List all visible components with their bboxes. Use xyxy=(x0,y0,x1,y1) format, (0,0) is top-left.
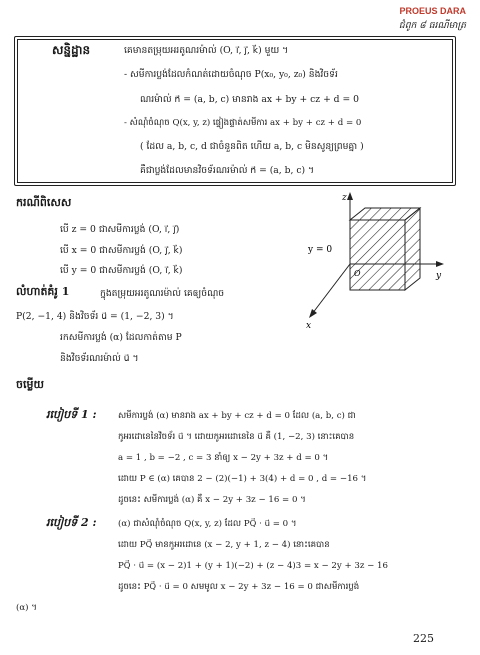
summary-line: - សំណុំចំណុច Q(x, y, z) ផ្ទៀងផ្ទាត់សមីការ ax + by + cz + d = 0 xyxy=(124,118,362,128)
z-axis-arrow xyxy=(347,192,353,200)
method1-line: សមីការប្លង់ (α) មានរាង ax + by + cz + d = 0 ដែល (a, b, c) ជា xyxy=(118,411,356,421)
summary-box-inner xyxy=(17,39,453,183)
special-case-line: បើ z = 0 ជាសមីការប្លង់ (O, i⃗, j⃗) xyxy=(60,224,180,235)
y-axis-arrow xyxy=(436,261,444,267)
page-number: 225 xyxy=(413,632,434,645)
special-case-line: បើ x = 0 ជាសមីការប្លង់ (O, j⃗, k⃗) xyxy=(60,245,183,256)
method1-line: ដូចនេះ សមីការប្លង់ (α) គឺ x − 2y + 3z − 16 = 0 ។ xyxy=(118,495,306,505)
exercise-title: លំហាត់គំរូ 1 xyxy=(16,285,70,298)
method1-label: របៀបទី 1 : xyxy=(46,408,97,421)
x-axis xyxy=(312,264,350,314)
method2-label: របៀបទី 2 : xyxy=(46,516,97,529)
summary-line: គេមានតម្រុយអរតូណរម៉ាល់ (O, i⃗, j⃗, k⃗) មួយ ។ xyxy=(124,45,289,56)
summary-line: ( ដែល a, b, c, d ជាចំនួនពិត ហើយ a, b, c មិនសូន្យព្រមគ្នា ) xyxy=(140,141,364,152)
summary-line: គឺជាប្លង់ដែលមានវិចទ័រណរម៉ាល់ n⃗ = (a, b, c) ។ xyxy=(140,165,315,176)
y-label: y xyxy=(436,271,442,281)
method2-line: PQ⃗ · u⃗ = (x − 2)1 + (y + 1)(−2) + (z − 4)3 = x − 2y + 3z − 16 xyxy=(118,561,388,571)
summary-title: សន្និដ្ឋាន xyxy=(52,43,91,57)
plane-equation-label: y = 0 xyxy=(308,245,333,255)
x-axis-arrow xyxy=(309,309,317,318)
exercise-line: ក្នុងតម្រុយអរតូណរម៉ាល់ គេឲ្យចំណុច xyxy=(100,288,225,299)
chapter-title: ជំពូក ៨ ធរណីមាត្រ xyxy=(398,20,466,31)
x-label: x xyxy=(306,321,312,330)
method2-line: ដូចនេះ PQ⃗ · u⃗ = 0 សមមូល x − 2y + 3z − 16 = 0 ជាសមីការប្លង់ xyxy=(118,582,360,592)
origin-label: O xyxy=(354,269,361,278)
method1-line: a = 1 , b = −2 , c = 3 នាំឲ្យ x − 2y + 3z + d = 0 ។ xyxy=(118,453,329,463)
plane-face xyxy=(350,220,405,290)
exercise-line: រកសមីការប្លង់ (α) ដែលកាត់តាម P xyxy=(60,332,182,343)
plane-side xyxy=(405,208,420,290)
method1-line: កូអរដោនេនៃវិចទ័រ u⃗ ។ ដោយកូអរដោនេនៃ u⃗ គឺ (1, −2, 3) នោះគេបាន xyxy=(118,432,355,442)
plane-y0-figure xyxy=(300,190,450,330)
header-brand: PROEUS DARA xyxy=(399,6,466,16)
z-label: z xyxy=(342,193,347,203)
method2-line: (α) ។ xyxy=(16,603,37,613)
exercise-line: និងវិចទ័រណរម៉ាល់ u⃗ ។ xyxy=(60,353,139,364)
method1-line: ដោយ P ∈ (α) គេបាន 2 − (2)(−1) + 3(4) + d = 0 , d = −16 ។ xyxy=(118,474,367,484)
method2-line: ដោយ PQ⃗ មានកូអរដោនេ (x − 2, y + 1, z − 4) នោះគេបាន xyxy=(118,540,330,550)
summary-line: ណរម៉ាល់ n⃗ = (a, b, c) មានរាង ax + by + cz + d = 0 xyxy=(140,94,359,105)
exercise-line: P(2, −1, 4) និងវិចទ័រ u⃗ = (1, −2, 3) ។ xyxy=(16,311,174,322)
answer-title: ចម្លើយ xyxy=(16,378,44,391)
special-cases-title: ករណីពិសេស xyxy=(16,196,72,209)
special-case-line: បើ y = 0 ជាសមីការប្លង់ (O, i⃗, k⃗) xyxy=(60,265,183,276)
method2-line: (α) ជាសំណុំចំណុច Q(x, y, z) ដែល PQ⃗ · u⃗ = 0 ។ xyxy=(118,519,297,529)
summary-line: - សមីការប្លង់ដែលកំណត់ដោយចំណុច P(x₀, y₀, z₀) និងវិចទ័រ xyxy=(124,69,338,80)
